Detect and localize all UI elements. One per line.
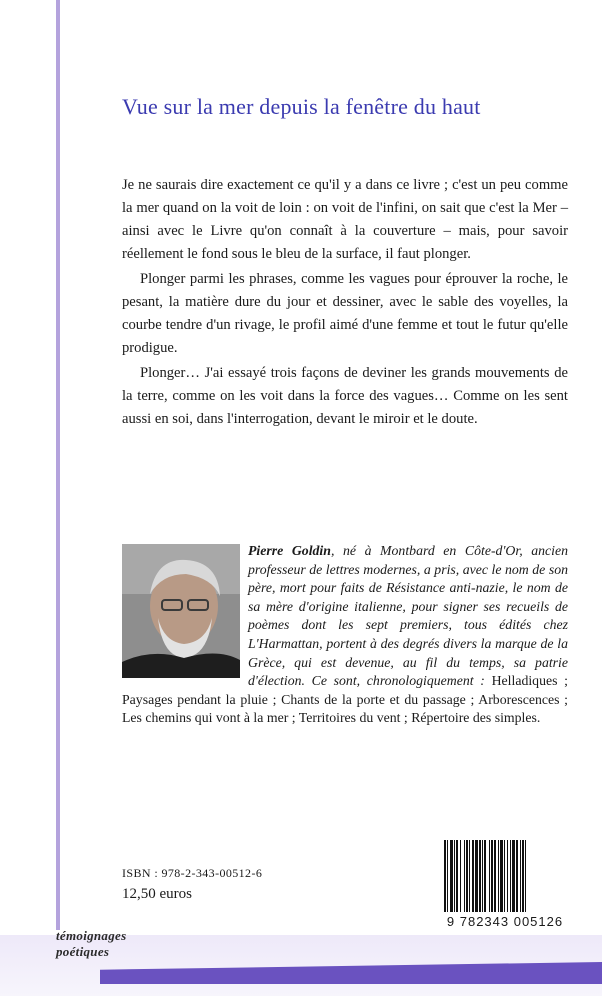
author-biography [122, 542, 568, 728]
price: 12,50 euros [122, 886, 192, 902]
book-title: Vue sur la mer depuis la fenêtre du haut [122, 94, 481, 119]
blurb-paragraph-1: Je ne saurais dire exactement ce qu'il y a dans ce livre ; c'est un peu comme la mer quand on la voit de loin : on voit de l'infini, on sait que c'est la Mer – ainsi avec le Livre qu'on connaît à la couverture – mais, pour savoir réellement le fond sous le bleu de la surface, il faut plonger. [122, 177, 568, 262]
left-accent-rule [56, 0, 60, 930]
collection-line-2: poétiques [56, 944, 110, 959]
barcode [440, 840, 570, 929]
collection-logo [56, 928, 126, 960]
isbn: ISBN : 978-2-343-00512-6 [122, 866, 263, 880]
blurb-paragraph-3: Plonger… J'ai essayé trois façons de deviner les grands mouvements de la terre, comme on les voit dans la force des vagues… Comme on les sent aussi en soi, dans l'interrogation, devant le miroir et le doute. [122, 365, 568, 427]
bio-italic-text: , né à Montbard en Côte-d'Or, ancien professeur de lettres modernes, a pris, avec le nom de son père, mort pour faits de Résistance anti-nazie, le nom de sa mère d'origine italienne, pour signer ses recueils de poèmes dont les sept premiers, tous édités chez L'Harmattan, portent à des degrés divers la marque de la Grèce, qui est devenue, au fil du temps, sa patrie d'élection. Ce sont, chronologiquement : [248, 543, 569, 689]
collection-line-1: témoignages [56, 928, 127, 943]
photo-spacer [122, 542, 248, 690]
barcode-digits: 9 782343 005126 [446, 914, 564, 929]
barcode-icon [440, 840, 570, 912]
blurb-paragraph-2: Plonger parmi les phrases, comme les vagues pour éprouver la roche, le pesant, la matière dure du jour et dessiner, avec le sable des voyelles, la courbe tendre d'un rivage, le profil aimé d'une femme et tout le futur qu'elle prodigue. [122, 271, 568, 356]
author-name: Pierre Goldin [248, 543, 331, 558]
bio-works-list: Helladiques ; Paysages pendant la pluie ; Chants de la porte et du passage ; Arborescences ; Les chemins qui vont à la mer ; Territoires du vent ; Répertoire des simples. [122, 673, 568, 726]
back-cover-blurb [122, 174, 568, 431]
